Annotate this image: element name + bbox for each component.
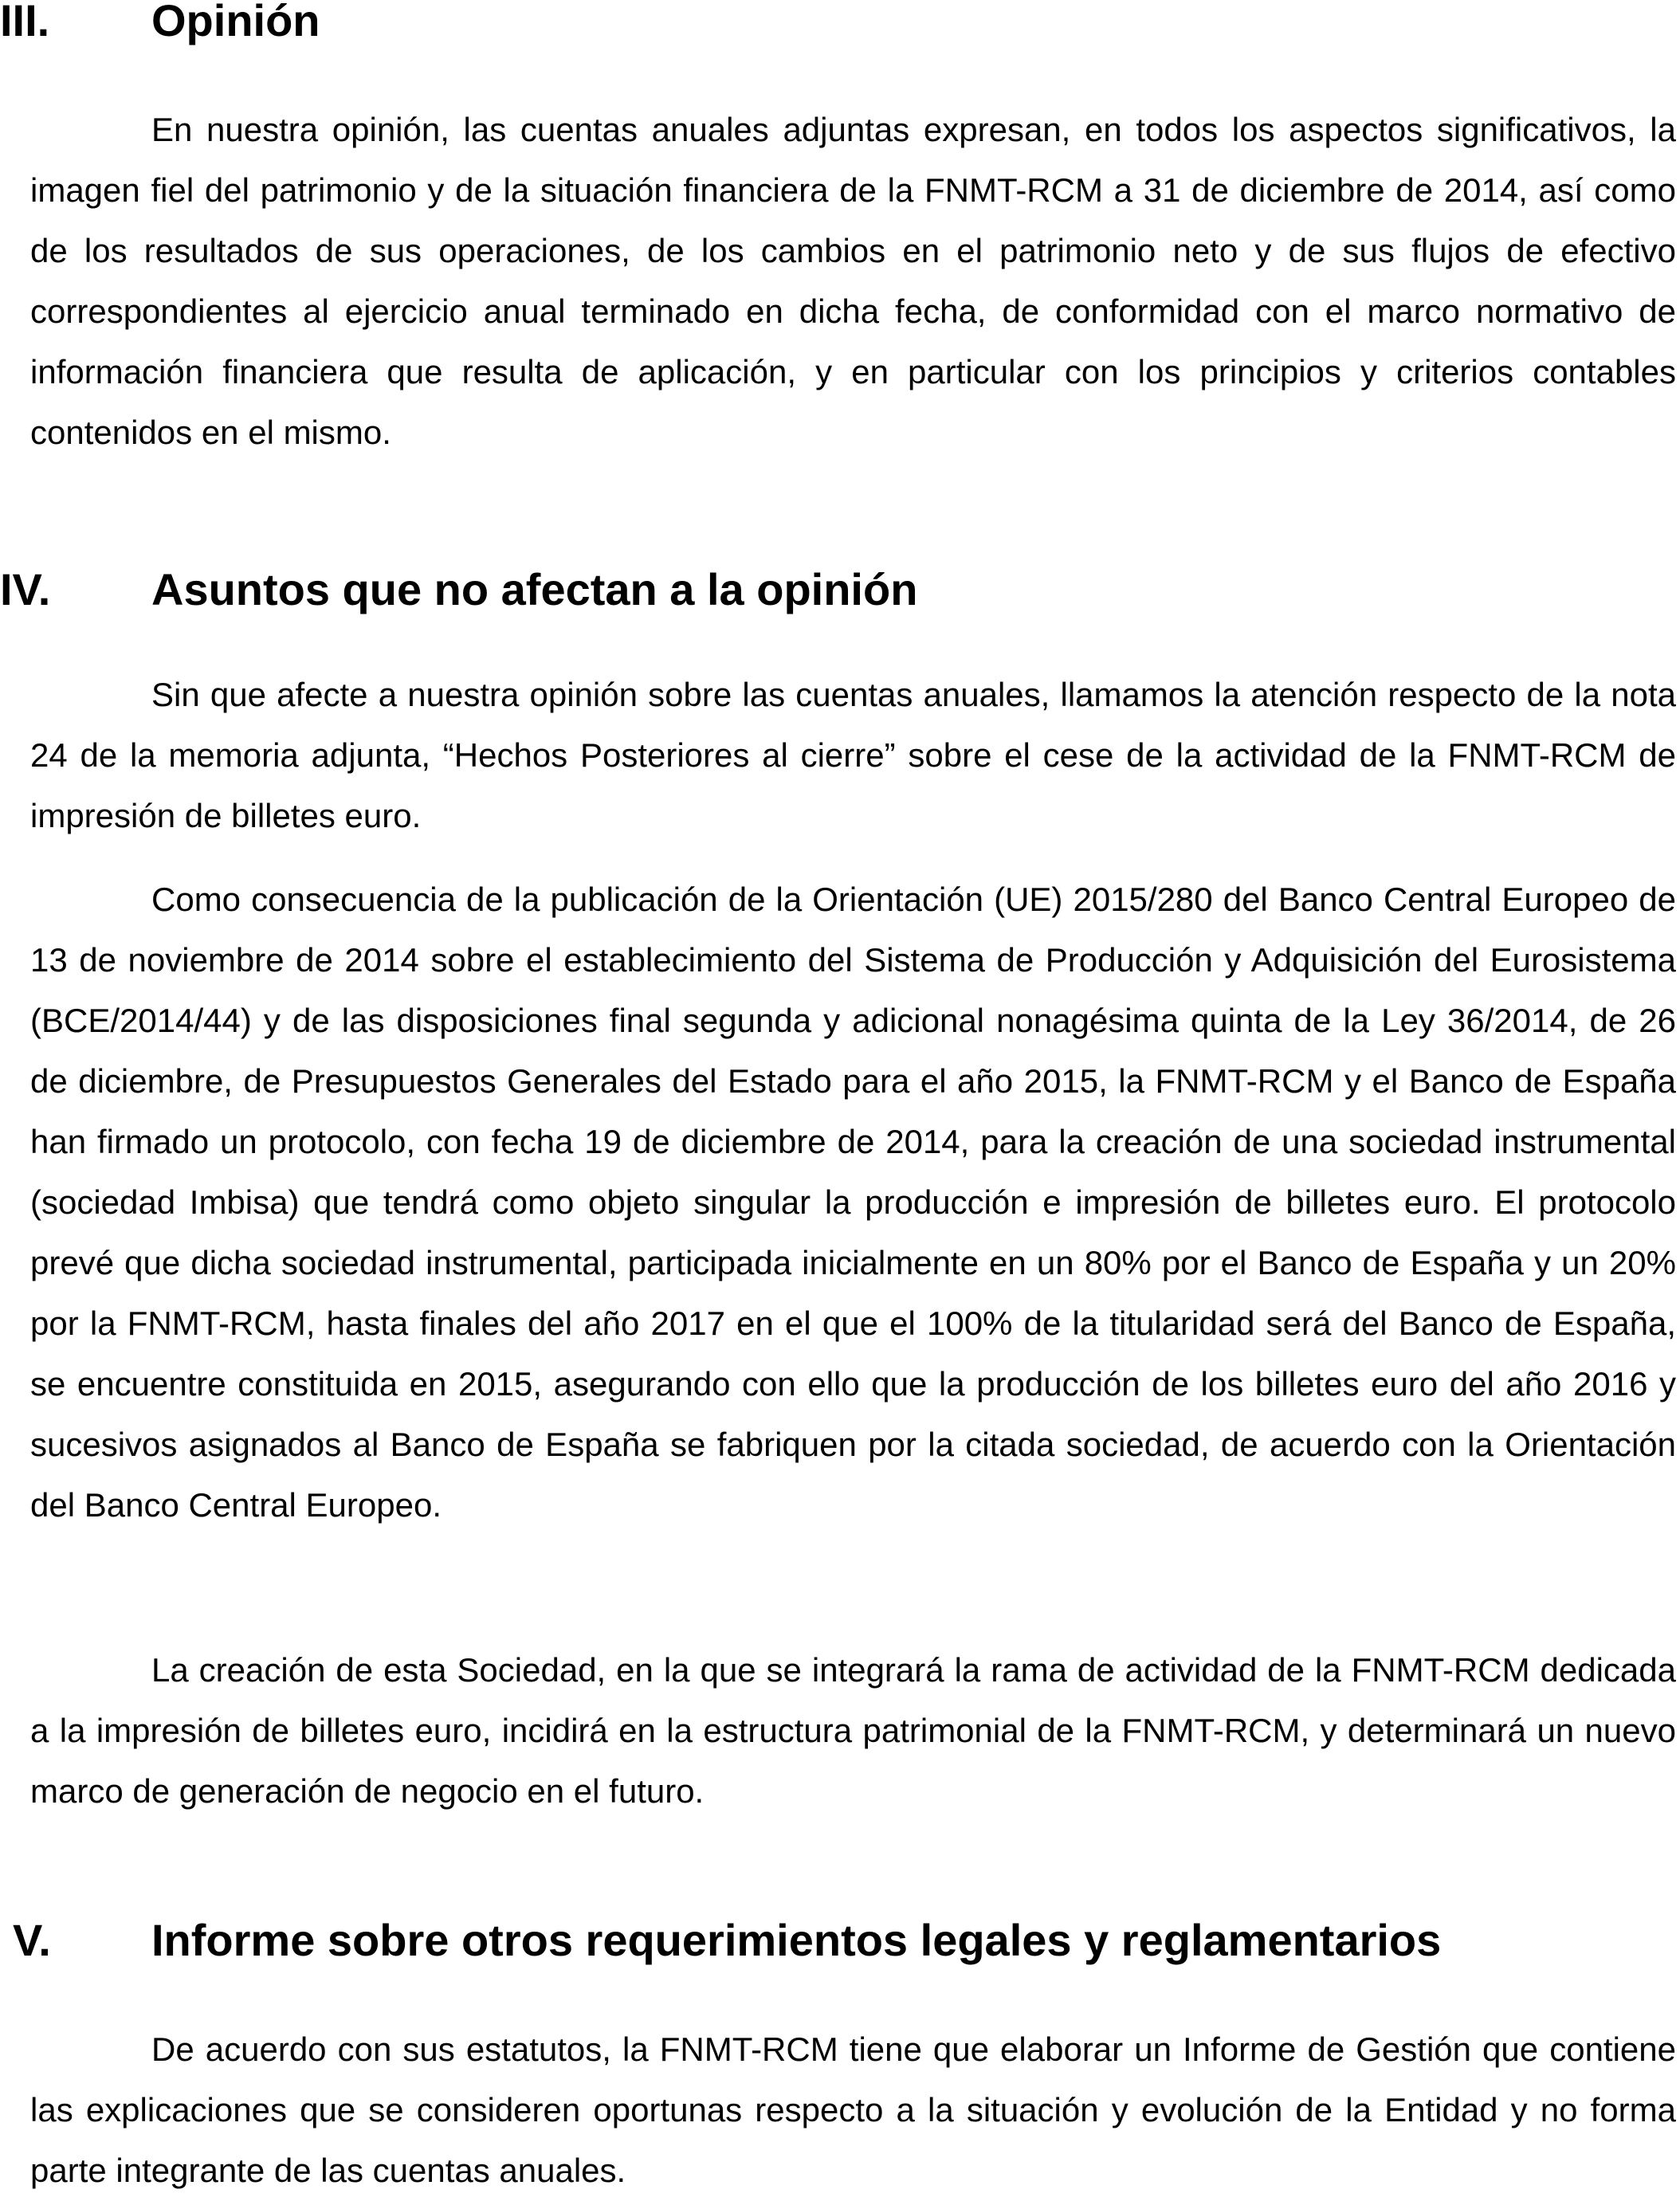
- paragraph-informe-gestion: De acuerdo con sus estatutos, la FNMT-RCM tiene que elaborar un Informe de Gestión que contiene las explicaciones que se consideren oportunas respecto a la situación y evolución de la Entidad y no forma parte integrante de las cuentas anuales.: [30, 2030, 1676, 2189]
- paragraph-opinion: En nuestra opinión, las cuentas anuales adjuntas expresan, en todos los aspectos significativos, la imagen fiel del patrimonio y de la situación financiera de la FNMT-RCM a 31 de diciembre de 2014, así como de los resultados de sus operaciones, de los cambios en el patrimonio neto y de sus flujos de efectivo correspondientes al ejercicio anual terminado en dicha fecha, de conformidad con el marco normativo de información financiera que resulta de aplicación, y en particular con los principios y criterios contables contenidos en el mismo.: [30, 111, 1676, 451]
- paragraph-emphasis-note-24: Sin que afecte a nuestra opinión sobre las cuentas anuales, llamamos la atención respecto de la nota 24 de la memoria adjunta, “Hechos Posteriores al cierre” sobre el cese de la actividad de la FNMT-RCM de impresión de billetes euro.: [30, 676, 1676, 834]
- section-number: III.: [0, 0, 50, 45]
- section-title: Informe sobre otros requerimientos legales y reglamentarios: [151, 1915, 1442, 1965]
- section-number: V.: [13, 1915, 51, 1965]
- section-title: Asuntos que no afectan a la opinión: [151, 564, 918, 614]
- paragraph-orientation-bce: Como consecuencia de la publicación de la Orientación (UE) 2015/280 del Banco Central Europeo de 13 de noviembre de 2014 sobre el establecimiento del Sistema de Producción y Adquisición del Eurosistema (BCE/2014/44) y de las disposiciones final segunda y adicional nonagésima quinta de la Ley 36/2014, de 26 de diciembre, de Presupuestos Generales del Estado para el año 2015, la FNMT-RCM y el Banco de España han firmado un protocolo, con fecha 19 de diciembre de 2014, para la creación de una sociedad instrumental (sociedad Imbisa) que tendrá como objeto singular la producción e impresión de billetes euro. El protocolo prevé que dicha sociedad instrumental, participada inicialmente en un 80% por el Banco de España y un 20% por la FNMT-RCM, hasta finales del año 2017 en el que el 100% de la titularidad será del Banco de España, se encuentre constituida en 2015, asegurando con ello que la producción de los billetes euro del año 2016 y sucesivos asignados al Banco de España se fabriquen por la citada sociedad, de acuerdo con la Orientación del Banco Central Europeo.: [30, 881, 1676, 1524]
- paragraph-sociedad-creation: La creación de esta Sociedad, en la que se integrará la rama de actividad de la FNMT-RCM dedicada a la impresión de billetes euro, incidirá en la estructura patrimonial de la FNMT-RCM, y determinará un nuevo marco de generación de negocio en el futuro.: [30, 1651, 1676, 1810]
- section-title: Opinión: [151, 0, 320, 45]
- section-number: IV.: [0, 564, 51, 614]
